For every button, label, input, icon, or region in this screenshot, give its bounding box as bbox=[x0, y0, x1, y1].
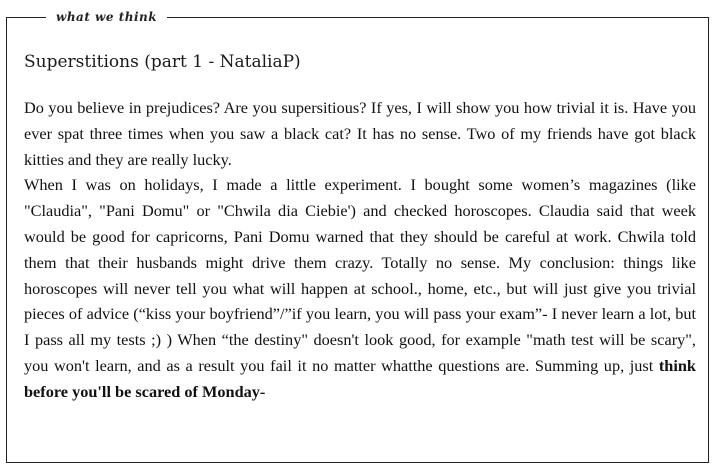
article-paragraph-2-text: When I was on holidays, I made a little experiment. I bought some women’s magazines (like "Claudia", "Pani Domu" or "Chwila dia Ciebie') and checked horoscopes. Claudia said that week would be good for capricorns, Pani Domu warned that they should be careful at work. Chwila told them that their husbands might drive them crazy. Totally no sense. My conclusion: things like horoscopes will never tell you what will happen at school., home, etc., but will just give you trivial pieces of advice (“kiss your boyfriend”/”if you learn, you will pass your exam”- I never learn a lot, but I pass all my tests ;) ) When “the destiny" doesn't look good, for example "math test will be scary", you won't learn, and as a result you fail it no matter whatthe questions are. Summing up, just bbox=[24, 175, 696, 375]
article-title: Superstitions (part 1 - NataliaP) bbox=[24, 52, 301, 72]
article-paragraph-1: Do you believe in prejudices? Are you supersitious? If yes, I will show you how trivial it is. Have you ever spat three times when you saw a black cat? It has no sense. Two of my friends have got black kitties and they are really lucky. bbox=[24, 98, 696, 169]
article-closing-bold: think before you'll be scared of Monday- bbox=[24, 355, 696, 401]
article-body bbox=[24, 95, 696, 405]
article-paragraph-2 bbox=[24, 172, 696, 404]
section-label: what we think bbox=[46, 9, 167, 25]
